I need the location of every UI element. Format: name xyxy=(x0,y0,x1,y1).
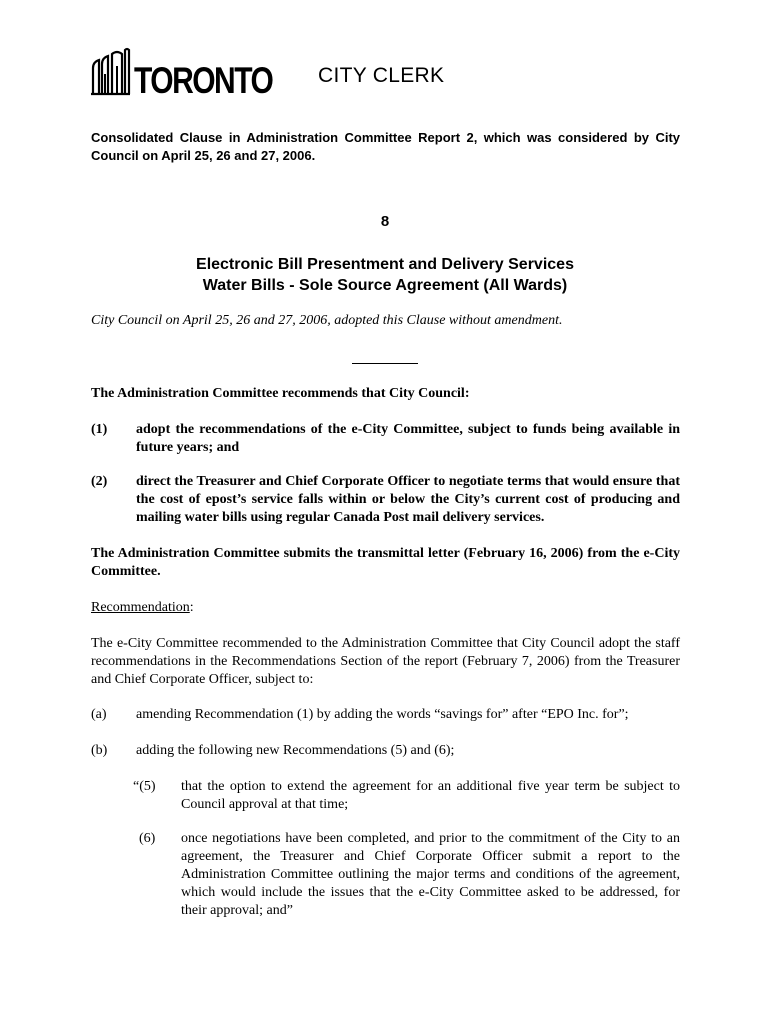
new-recommendation-5-text: that the option to extend the agreement for an additional five year term be subject to Council approval at that time; xyxy=(181,779,680,812)
clause-title xyxy=(0,254,770,296)
department-title: CITY CLERK xyxy=(318,64,445,87)
section-divider xyxy=(352,363,418,364)
new-recommendation-6-text: once negotiations have been completed, and prior to the commitment of the City to an agreement, the Treasurer and Chief Corporate Officer submit a report to the Administration Committee outlining the major terms and conditions of the agreement, which would include the issues that the e-City Committee asked to be addressed, for their approval; and” xyxy=(181,831,680,918)
amendment-b-text: adding the following new Recommendations (5) and (6); xyxy=(136,743,455,758)
logo-wordmark: TORONTO xyxy=(134,59,273,102)
recommendation-heading-colon: : xyxy=(189,600,194,615)
adoption-note: City Council on April 25, 26 and 27, 2006, adopted this Clause without amendment. xyxy=(91,313,563,328)
amendment-a-marker: (a) xyxy=(91,707,107,722)
consolidated-clause: Consolidated Clause in Administration Committee Report 2, which was considered by City Council on April 25, 26 and 27, 2006. xyxy=(91,130,680,163)
ecity-paragraph: The e-City Committee recommended to the Administration Committee that City Council adopt the staff recommendations in the Recommendations Section of the report (February 7, 2006) from the Treasurer and Chief Corporate Officer, subject to: xyxy=(91,636,680,687)
transmittal-note: The Administration Committee submits the transmittal letter (February 16, 2006) from the e-City Committee. xyxy=(91,546,680,579)
recommendation-heading-text: Recommendation xyxy=(91,600,190,615)
amendment-b-marker: (b) xyxy=(91,743,108,758)
recommendation-heading xyxy=(91,599,194,617)
title-line-2: Water Bills - Sole Source Agreement (All Wards) xyxy=(202,277,568,294)
recommendation-2-text: direct the Treasurer and Chief Corporate Officer to negotiate terms that would ensure that the cost of epost’s service falls within or below the City’s current cost of producing and mailing water bills using regular Canada Post mail delivery services. xyxy=(136,474,680,525)
recommendation-2-marker: (2) xyxy=(91,474,108,489)
recommendation-1-text: adopt the recommendations of the e-City Committee, subject to funds being available in future years; and xyxy=(136,422,680,455)
clause-number: 8 xyxy=(380,213,390,230)
recommendation-1-marker: (1) xyxy=(91,422,108,437)
new-recommendation-6-marker: (6) xyxy=(139,831,156,846)
title-line-1: Electronic Bill Presentment and Delivery Services xyxy=(196,256,574,273)
committee-recommends: The Administration Committee recommends that City Council: xyxy=(91,386,470,401)
new-recommendation-5-marker: “(5) xyxy=(133,779,156,794)
toronto-logo xyxy=(90,46,273,102)
amendment-a-text: amending Recommendation (1) by adding the words “savings for” after “EPO Inc. for”; xyxy=(136,707,629,722)
